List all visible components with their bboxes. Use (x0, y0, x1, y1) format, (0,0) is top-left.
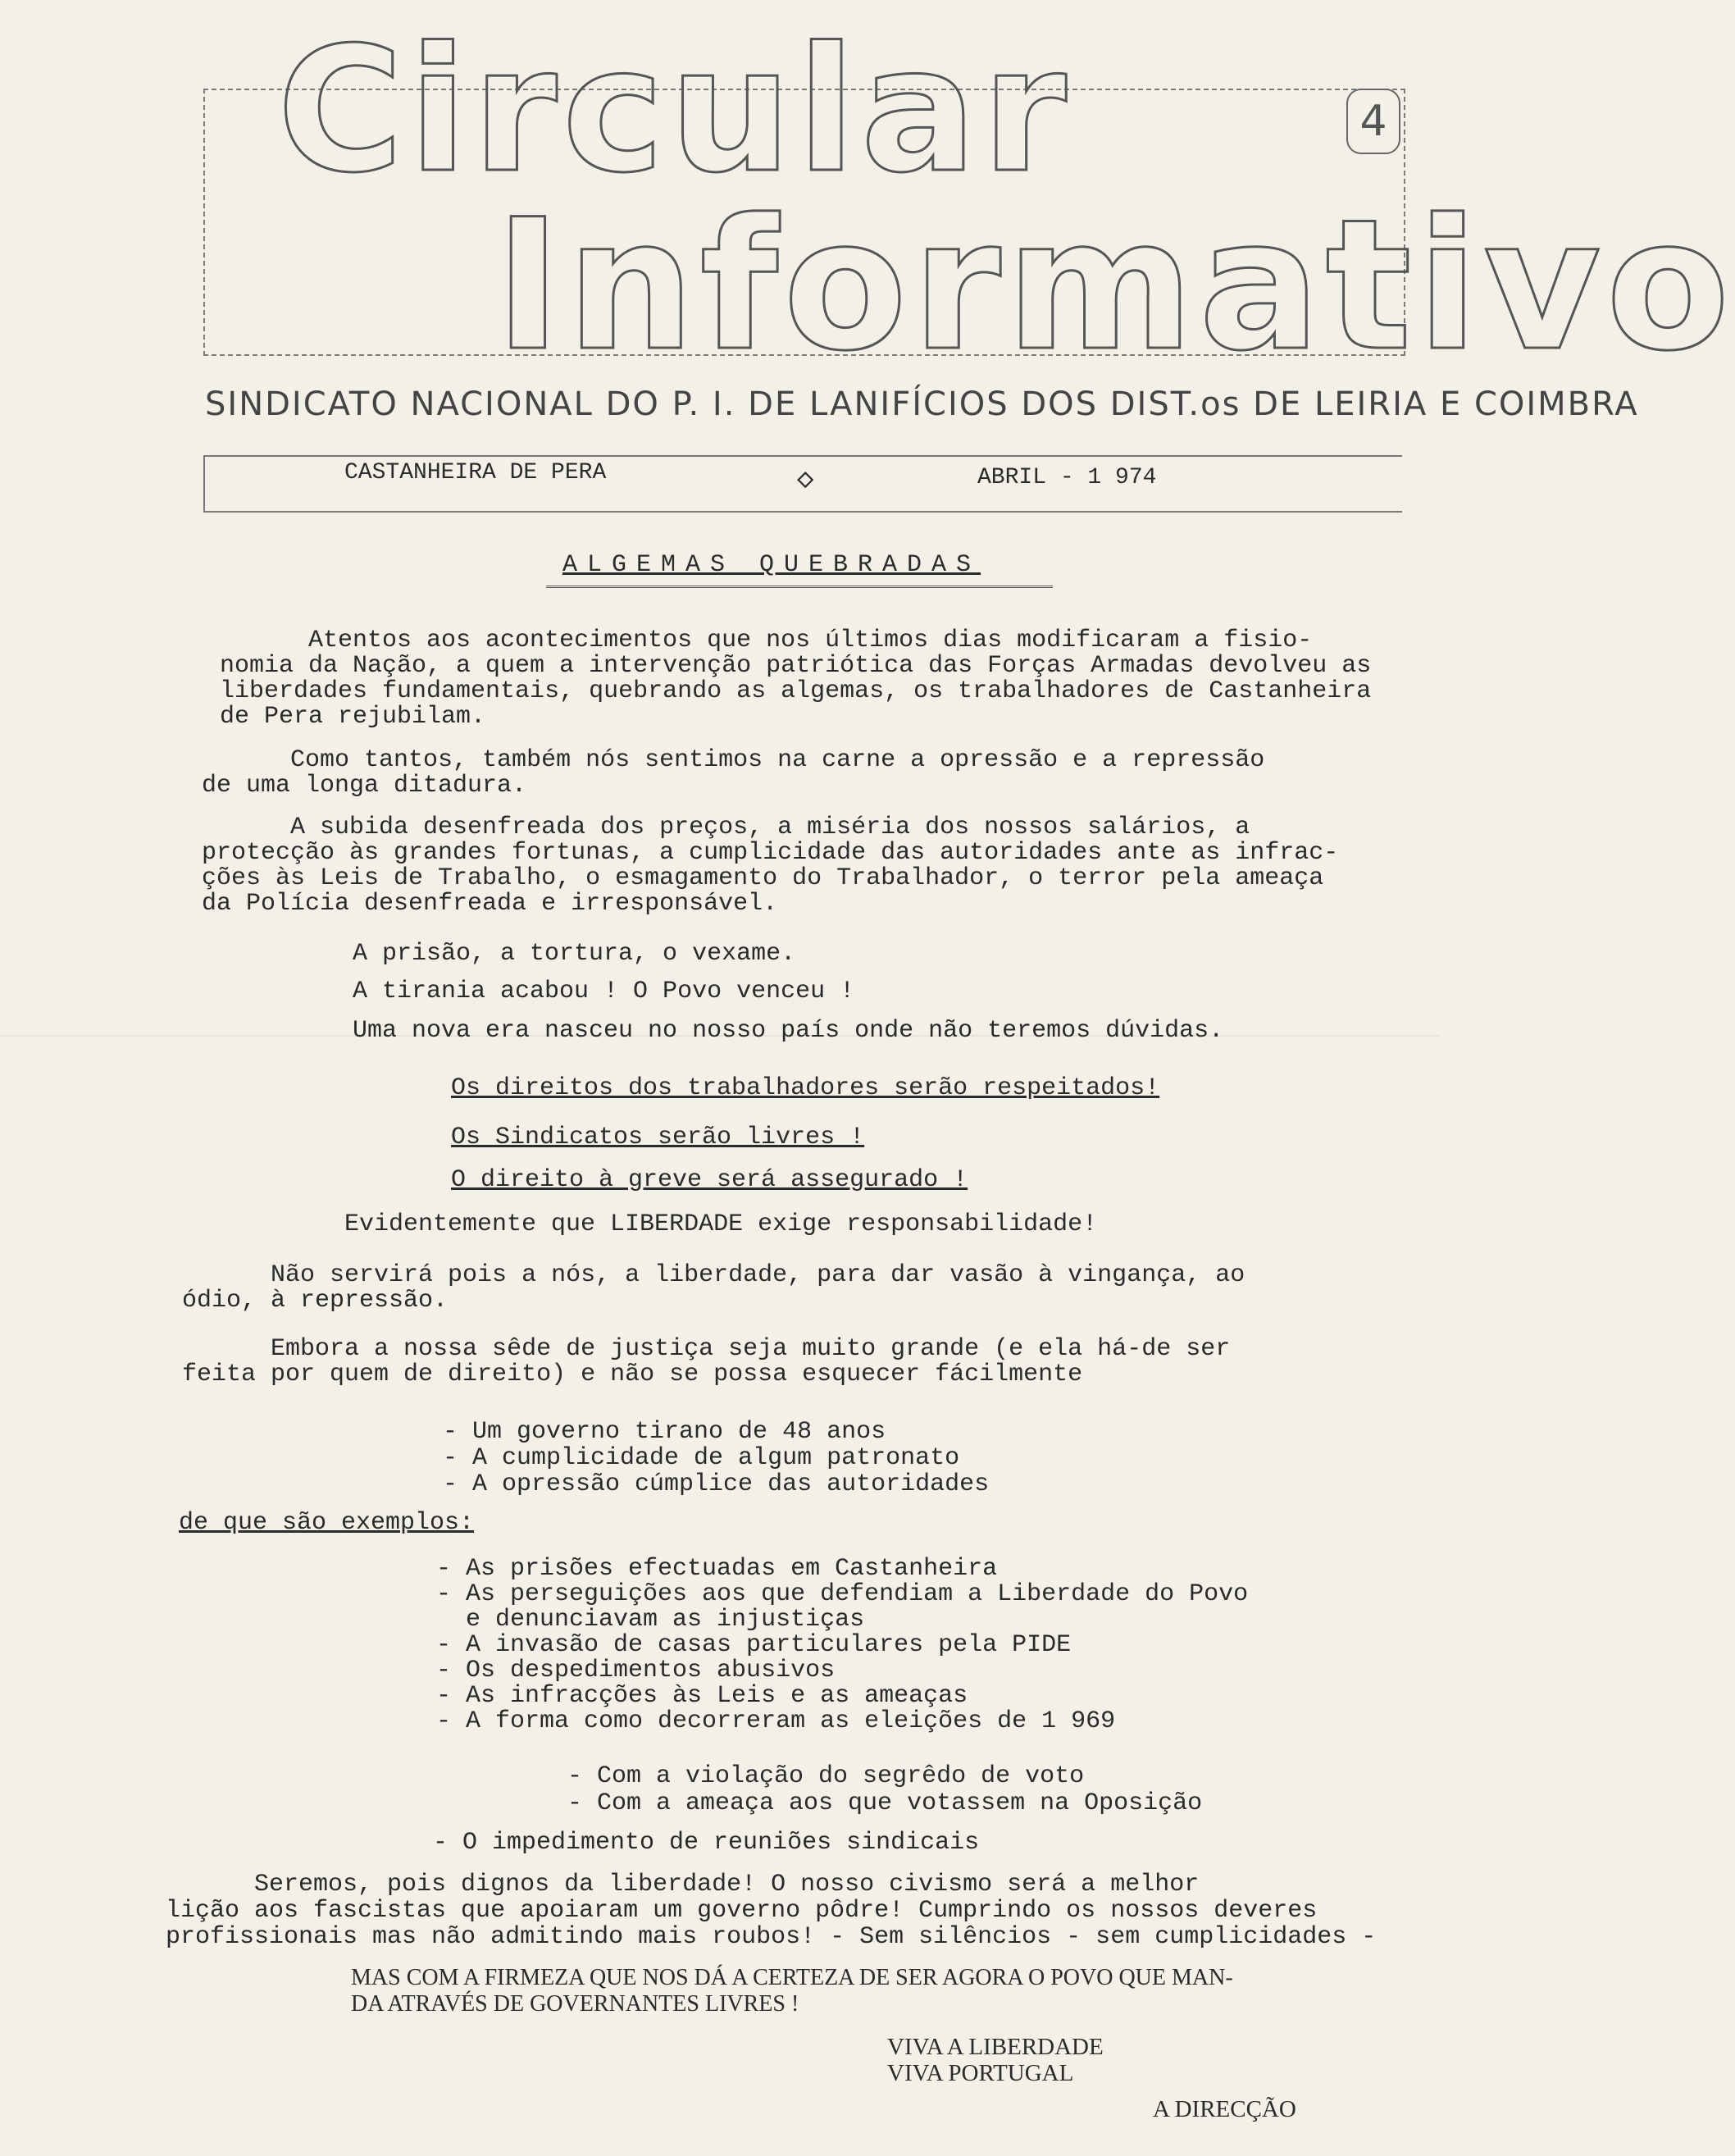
paragraph-9: Embora a nossa sêde de justiça seja muito grande (e ela há-de ser feita por quem de direito) e não se possa esquecer fácilmente (182, 1335, 1231, 1388)
headline-rule (546, 586, 1053, 588)
paragraph-3: A subida desenfreada dos preços, a miséria dos nossos salários, a protecção às grandes fortunas, a cumplicidade das autoridades ante as infrac- ções às Leis de Trabalho, o esmagamento do Trabalhador, o terror pela ameaça da Polícia desenfreada e irresponsável. (202, 814, 1339, 918)
rights-line-1: Os direitos dos trabalhadores serão respeitados! (451, 1074, 1160, 1102)
closing-line-1: VIVA A LIBERDADE (887, 2034, 1104, 2060)
paragraph-1: Atentos aos acontecimentos que nos últimos dias modificaram a fisio- nomia da Nação, a quem a intervenção patriótica das Forças Armadas devolveu as liberdades fundamentais, quebrando as algemas, os trabalhadores de Castanheira de Pera rejubilam. (220, 627, 1372, 731)
issue-number: 4 (1346, 89, 1400, 154)
headline: ALGEMAS QUEBRADAS (562, 551, 981, 579)
paragraph-2: Como tantos, também nós sentimos na carne a opressão e a repressão de uma longa ditadura. (202, 746, 1265, 800)
dateline-box (203, 455, 1402, 513)
list-elections: - Com a violação do segrêdo de voto - Com a ameaça aos que votassem na Oposição (567, 1762, 1203, 1817)
title-line-1: Circular (277, 10, 1072, 211)
title-line-2: Informativo (494, 180, 1735, 390)
rights-line-3: O direito à greve será assegurado ! (451, 1166, 968, 1194)
place: CASTANHEIRA DE PERA (344, 460, 607, 485)
paragraph-7: Evidentemente que LIBERDADE exige responsabilidade! (344, 1210, 1098, 1238)
paragraph-11: MAS COM A FIRMEZA QUE NOS DÁ A CERTEZA DE SER AGORA O POVO QUE MAN- DA ATRAVÉS DE GOVERNANTES LIVRES ! (351, 1965, 1233, 2017)
paragraph-8: Não servirá pois a nós, a liberdade, para dar vasão à vingança, ao ódio, à repressão. (182, 1261, 1245, 1315)
issue-date: ABRIL - 1 974 (977, 465, 1157, 490)
list-oppression: - Um governo tirano de 48 anos - A cumplicidade de algum patronato - A opressão cúmplice das autoridades (443, 1418, 990, 1498)
paragraph-4: A prisão, a tortura, o vexame. (353, 940, 796, 968)
signature: A DIRECÇÃO (1153, 2096, 1296, 2122)
paragraph-5: A tirania acabou ! O Povo venceu ! (353, 978, 855, 1005)
list-meetings: - O impedimento de reuniões sindicais (433, 1829, 980, 1857)
rights-line-2: Os Sindicatos serão livres ! (451, 1124, 865, 1151)
masthead (203, 10, 1735, 390)
paragraph-10: Seremos, pois dignos da liberdade! O nosso civismo será a melhor lição aos fascistas que apoiaram um governo pôdre! Cumprindo os nossos deveres profissionais mas não admitindo mais roubos! - Sem silêncios - sem cumplicidades - (166, 1871, 1377, 1951)
list-examples: - As prisões efectuadas em Castanheira - As perseguições aos que defendiam a Liberdade do Povo e denunciavam as injustiças - A invasão de casas particulares pela PIDE - Os despedimentos abusivos - As infracções às Leis e as ameaças - A forma como decorreram as eleições de 1 969 (436, 1555, 1249, 1735)
syndicate-name: SINDICATO NACIONAL DO P. I. DE LANIFÍCIOS DOS DIST.os DE LEIRIA E COIMBRA (205, 385, 1639, 423)
paragraph-6: Uma nova era nasceu no nosso país onde não teremos dúvidas. (353, 1017, 1224, 1045)
examples-label: de que são exemplos: (179, 1509, 475, 1537)
closing-line-2: VIVA PORTUGAL (887, 2060, 1074, 2086)
diamond-icon: ◇ (797, 465, 814, 496)
